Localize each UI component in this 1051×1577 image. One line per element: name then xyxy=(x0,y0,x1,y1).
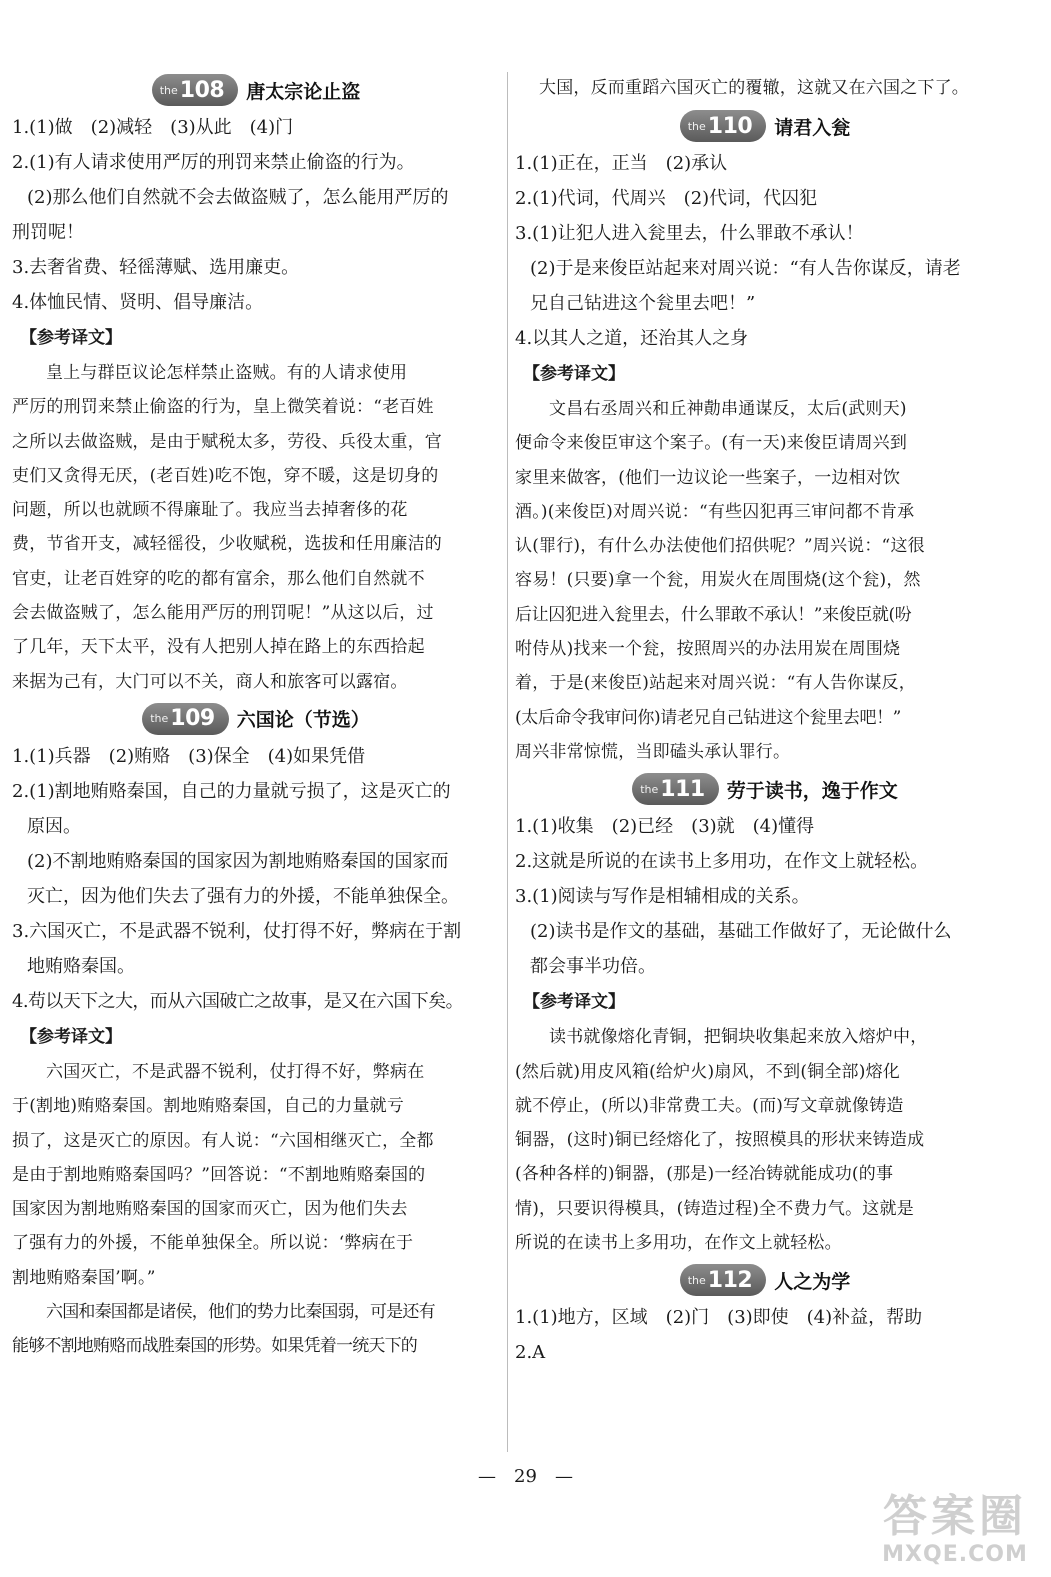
answer-line: 2.这就是所说的在读书上多用功，在作文上就轻松。 xyxy=(515,851,929,873)
section-108-header xyxy=(12,70,500,110)
reference-translation-label: 【参考译文】 xyxy=(523,364,625,384)
section-112-header xyxy=(515,1260,1015,1300)
translation-line: 容易！(只要)拿一个瓮，用炭火在周围烧(这个瓮)，然 xyxy=(515,570,921,591)
answer-line: 原因。 xyxy=(27,815,81,837)
answer-line: 4.体恤民情、贤明、倡导廉洁。 xyxy=(12,292,264,313)
translation-line: 会去做盗贼了，怎么能用严厉的刑罚呢！”从这以后，过 xyxy=(12,603,434,624)
answer-line: 1.(1)正在，正当 (2)承认 xyxy=(515,153,728,174)
translation-line: 铜器，(这时)铜已经熔化了，按照模具的形状来铸造成 xyxy=(515,1130,925,1151)
answer-line: 3.六国灭亡，不是武器不锐利，仗打得不好，弊病在于割 xyxy=(12,920,462,942)
answer-line: 1.(1)地方，区域 (2)门 (3)即使 (4)补益，帮助 xyxy=(515,1307,923,1329)
translation-line: 割地贿赂秦国’啊。” xyxy=(12,1267,156,1288)
translation-line: 国家因为割地贿赂秦国的国家而灭亡，因为他们失去 xyxy=(12,1199,408,1220)
watermark-mark: 答案圈 xyxy=(883,1491,1027,1542)
translation-line: 之所以去做盗贼，是由于赋税太多，劳役、兵役太重，官 xyxy=(12,431,442,452)
answer-line: (2)读书是作文的基础，基础工作做好了，无论做什么 xyxy=(530,921,952,943)
translation-line: 所说的在读书上多用功，在作文上就轻松。 xyxy=(515,1233,842,1254)
column-divider xyxy=(507,72,508,1452)
translation-line: 官吏，让老百姓穿的吃的都有富余，那么他们自然就不 xyxy=(12,568,425,589)
reference-translation-label: 【参考译文】 xyxy=(20,1026,122,1047)
translation-line: 家里来做客，(他们一边议论一些案子，一边相对饮 xyxy=(515,467,901,488)
translation-line: 来据为己有，大门可以不关，商人和旅客可以露宿。 xyxy=(12,671,408,692)
answer-line: 地贿赂秦国。 xyxy=(27,955,135,977)
translation-line: 文昌右丞周兴和丘神勣串通谋反，太后(武则天) xyxy=(549,399,907,419)
section-110-header xyxy=(515,106,1015,146)
translation-line: 着，于是(来俊臣)站起来对周兴说：“有人告你谋反， xyxy=(515,673,916,694)
reference-translation-label: 【参考译文】 xyxy=(523,992,625,1013)
translation-line: 皇上与群臣议论怎样禁止盗贼。有的人请求使用 xyxy=(46,363,408,383)
answer-line: (2)那么他们自然就不会去做盗贼了，怎么能用严厉的 xyxy=(27,187,449,208)
translation-line: 读书就像熔化青铜，把铜块收集起来放入熔炉中， xyxy=(549,1027,928,1048)
answer-line: 3.去奢省费、轻徭薄赋、选用廉吏。 xyxy=(12,257,300,278)
section-number-badge: the 108 xyxy=(152,74,239,106)
translation-line: 周兴非常惊慌，当即磕头承认罪行。 xyxy=(515,741,791,762)
translation-line: 于(割地)贿赂秦国。割地贿赂秦国，自己的力量就亏 xyxy=(12,1096,405,1117)
translation-line: 六国灭亡，不是武器不锐利，仗打得不好，弊病在 xyxy=(46,1061,425,1082)
translation-line: 费，节省开支，减轻徭役，少收赋税，选拔和任用廉洁的 xyxy=(12,534,442,555)
answer-line: 1.(1)收集 (2)已经 (3)就 (4)懂得 xyxy=(515,816,815,838)
answer-line: (2)于是来俊臣站起来对周兴说：“有人告你谋反，请老 xyxy=(530,258,961,279)
section-title: 劳于读书，逸于作文 xyxy=(726,779,898,802)
answer-line: 兄自己钻进这个瓮里去吧！” xyxy=(530,293,756,314)
translation-line: 便命令来俊臣审这个案子。(有一天)来俊臣请周兴到 xyxy=(515,433,908,454)
answer-line: 2.(1)有人请求使用严厉的刑罚来禁止偷盗的行为。 xyxy=(12,152,415,173)
answer-line: 2.A xyxy=(515,1342,546,1364)
translation-line: 酒。)(来俊臣)对周兴说：“有些囚犯再三审问都不肯承 xyxy=(515,501,915,522)
answer-line: 4.以其人之道，还治其人之身 xyxy=(515,328,749,349)
translation-line: 问题，所以也就顾不得廉耻了。我应当去掉奢侈的花 xyxy=(12,500,408,521)
section-title: 请君入瓮 xyxy=(774,116,851,139)
translation-line: 大国，反而重蹈六国灭亡的覆辙，这就又在六国之下了。 xyxy=(539,78,969,98)
translation-line: (然后就)用皮风箱(给炉火)扇风，不到(铜全部)熔化 xyxy=(515,1061,900,1082)
left-column xyxy=(12,70,500,1364)
section-111-header xyxy=(515,769,1015,809)
section-number-badge: the 111 xyxy=(632,773,719,805)
section-number-badge: the 112 xyxy=(680,1264,767,1296)
section-title: 六国论（节选） xyxy=(236,709,370,732)
right-column xyxy=(515,70,1015,1370)
answer-line: 1.(1)兵器 (2)贿赂 (3)保全 (4)如果凭借 xyxy=(12,745,366,767)
translation-line: 是由于割地贿赂秦国吗？”回答说：“不割地贿赂秦国的 xyxy=(12,1164,426,1185)
section-109-header xyxy=(12,699,500,739)
translation-line: 就不停止，(所以)非常费工夫。(而)写文章就像铸造 xyxy=(515,1095,904,1116)
answer-line: 3.(1)让犯人进入瓮里去，什么罪敢不承认！ xyxy=(515,223,864,244)
watermark-url: MXQE.COM xyxy=(882,1542,1028,1567)
translation-line: 吏们又贪得无厌，(老百姓)吃不饱，穿不暖，这是切身的 xyxy=(12,465,439,486)
translation-line: 了强有力的外援，不能单独保全。所以说：‘弊病在于 xyxy=(12,1233,414,1254)
translation-line: 认(罪行)，有什么办法使他们招供呢？”周兴说：“这很 xyxy=(515,536,925,557)
section-number-badge: the 110 xyxy=(680,110,767,142)
translation-line: 严厉的刑罚来禁止偷盗的行为，皇上微笑着说：“老百姓 xyxy=(12,397,434,418)
answer-line: 灭亡，因为他们失去了强有力的外援，不能单独保全。 xyxy=(27,885,459,907)
translation-line: 后让囚犯进入瓮里去，什么罪敢不承认！”来俊臣就(吩 xyxy=(515,604,912,625)
section-title: 唐太宗论止盗 xyxy=(246,80,361,103)
answer-line: 1.(1)做 (2)减轻 (3)从此 (4)门 xyxy=(12,117,294,138)
page-number: — 29 — xyxy=(478,1466,573,1487)
translation-line: 了几年，天下太平，没有人把别人掉在路上的东西拾起 xyxy=(12,637,425,658)
answer-line: 刑罚呢！ xyxy=(12,222,84,243)
translation-line: (太后命令我审问你)请老兄自己钻进这个瓮里去吧！” xyxy=(515,707,901,728)
translation-line: (各种各样的)铜器，(那是)一经冶铸就能成功(的事 xyxy=(515,1164,894,1185)
answer-line: 4.苟以天下之大，而从六国破亡之故事，是又在六国下矣。 xyxy=(12,990,463,1012)
translation-line: 损了，这是灭亡的原因。有人说：“六国相继灭亡，全都 xyxy=(12,1130,434,1151)
answer-line: 3.(1)阅读与写作是相辅相成的关系。 xyxy=(515,886,810,908)
answer-line: 2.(1)割地贿赂秦国，自己的力量就亏损了，这是灭亡的 xyxy=(12,780,451,802)
section-number-badge: the 109 xyxy=(142,703,229,735)
answer-line: 2.(1)代词，代周兴 (2)代词，代囚犯 xyxy=(515,188,818,209)
translation-line: 能够不割地贿赂而战胜秦国的形势。如果凭着一统天下的 xyxy=(12,1336,417,1357)
watermark-logo xyxy=(865,1491,1045,1569)
translation-line: 咐侍从)找来一个瓮，按照周兴的办法用炭在周围烧 xyxy=(515,639,901,660)
reference-translation-label: 【参考译文】 xyxy=(20,328,122,348)
section-title: 人之为学 xyxy=(774,1270,851,1293)
answer-line: (2)不割地贿赂秦国的国家因为割地贿赂秦国的国家而 xyxy=(27,850,449,872)
translation-line: 六国和秦国都是诸侯，他们的势力比秦国弱，可是还有 xyxy=(46,1302,435,1323)
answer-line: 都会事半功倍。 xyxy=(530,956,656,978)
translation-line: 情)，只要识得模具，(铸造过程)全不费力气。这就是 xyxy=(515,1198,914,1219)
